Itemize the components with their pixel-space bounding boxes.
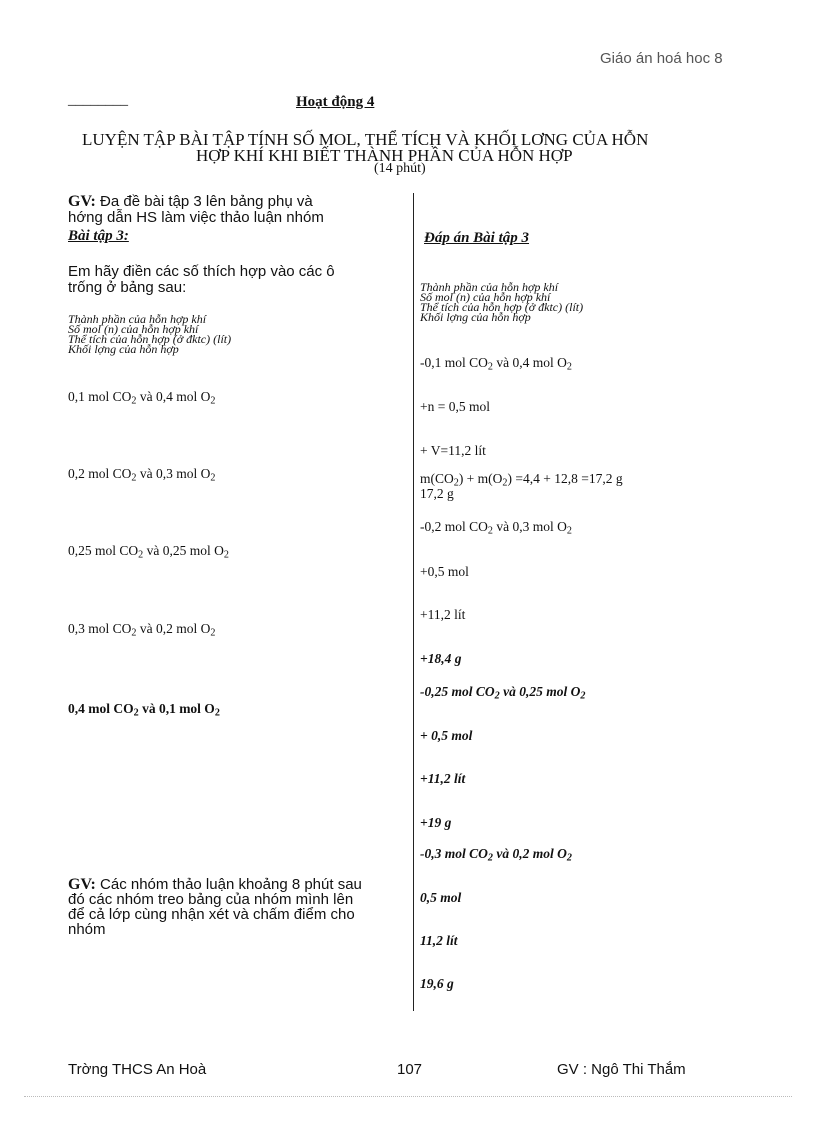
section-heading-line1: LUYỆN TẬP BÀI TẬP TÍNH SỐ MOL, THỂ TÍCH VÀ KHỐI LƠNG CỦA HỖN [82, 130, 649, 149]
col-header-volume: Thể tích của hỗn hợp (ở đktc) (lít) [68, 332, 232, 346]
gv2-line3: để cả lớp cùng nhận xét và chấm điểm cho [68, 906, 355, 923]
table-row: 0,25 mol $CO_2$ và 0,25 mol $O_2$ [68, 543, 229, 561]
prompt-line1: Em hãy điền các số thích hợp vào các ô [68, 263, 335, 280]
answer-moles: + 0,5 mol [420, 728, 473, 743]
answer-title: Đáp án Bài tập 3 [424, 230, 530, 246]
col-header-volume: Thể tích của hỗn hợp (ở đktc) (lít) [420, 300, 584, 314]
title-rule: ________ [68, 92, 128, 108]
answer-volume: +11,2 lít [420, 607, 466, 622]
answer-mass: $m(CO_2) + m(O_2) =4,4 + 12,8 =17,2$ g 17,2 g [420, 471, 623, 501]
answer-volume: 11,2 lít [420, 933, 458, 948]
prompt-line2: trống ở bảng sau: [68, 279, 187, 296]
table-row: 0,4 mol $CO_2$ và 0,1 mol $O_2$ [68, 701, 220, 719]
col-header-composition: Thành phần của hỗn hợp khí [68, 312, 207, 326]
table-row: 0,2 mol $CO_2$ và 0,3 mol $O_2$ [68, 466, 216, 484]
gv-label: GV: [68, 193, 96, 210]
col-header-moles: Số mol (n) của hỗn hợp khí [68, 322, 199, 336]
table-columns-right [420, 282, 583, 322]
table-row: 0,3 mol $CO_2$ và 0,2 mol $O_2$ [68, 621, 216, 639]
activity-title: Hoạt động 4 [296, 94, 375, 110]
page-bottom-border [24, 1096, 792, 1097]
answer-moles: 0,5 mol [420, 890, 462, 905]
answer-composition: -0,1 mol $CO_2$ và 0,4 mol $O_2$ [420, 355, 572, 373]
gv-text-line1: Đa đề bài tập 3 lên bảng phụ và [95, 193, 313, 210]
duration: (14 phút) [374, 161, 426, 176]
table-row: 0,1 mol $CO_2$ và 0,4 mol $O_2$ [68, 389, 216, 407]
gv2-line1: Các nhóm thảo luận khoảng 8 phút sau [95, 876, 362, 893]
column-divider [413, 193, 414, 1011]
footer-school: Trờng THCS An Hoà [68, 1061, 207, 1078]
answer-composition: -0,3 mol $CO_2$ và 0,2 mol $O_2$ [420, 846, 572, 864]
col-header-moles: Số mol (n) của hỗn hợp khí [420, 290, 551, 304]
document-header: Giáo án hoá hoc 8 [600, 50, 723, 67]
col-header-composition: Thành phần của hỗn hợp khí [420, 280, 559, 294]
gv-instruction [68, 194, 324, 226]
col-header-mass: Khối lợng của hỗn hợp [420, 310, 531, 324]
exercise-prompt [68, 264, 335, 296]
gv-closing-instruction [68, 877, 362, 937]
table-columns-left [68, 314, 231, 354]
answer-mass: 19,6 g [420, 976, 454, 991]
answer-mass: +18,4 g [420, 651, 462, 666]
answer-moles: +n = 0,5 mol [420, 399, 490, 414]
answer-mass-total: 17,2 g [420, 486, 454, 501]
page-number: 107 [397, 1061, 423, 1078]
section-heading-line2: HỢP KHÍ KHI BIẾT THÀNH PHẦN CỦA HỖN HỢP [196, 146, 573, 165]
gv2-line2: đó các nhóm treo bảng của nhóm mình lên [68, 891, 354, 908]
answer-mass: +19 g [420, 815, 452, 830]
col-header-mass: Khối lợng của hỗn hợp [68, 342, 179, 356]
gv-text-line2: hớng dẫn HS làm việc thảo luận nhóm [68, 209, 324, 226]
gv2-label: GV: [68, 876, 96, 893]
exercise-title: Bài tập 3: [68, 228, 129, 244]
answer-volume: +11,2 lít [420, 771, 466, 786]
answer-composition: -0,25 mol $CO_2$ và 0,25 mol $O_2$ [420, 684, 586, 702]
answer-volume: + V=11,2 lít [420, 443, 486, 458]
footer-teacher: GV : Ngô Thi Thắm [557, 1061, 686, 1078]
answer-moles: +0,5 mol [420, 564, 469, 579]
answer-composition: -0,2 mol $CO_2$ và 0,3 mol $O_2$ [420, 519, 572, 537]
gv2-line4: nhóm [68, 921, 106, 938]
